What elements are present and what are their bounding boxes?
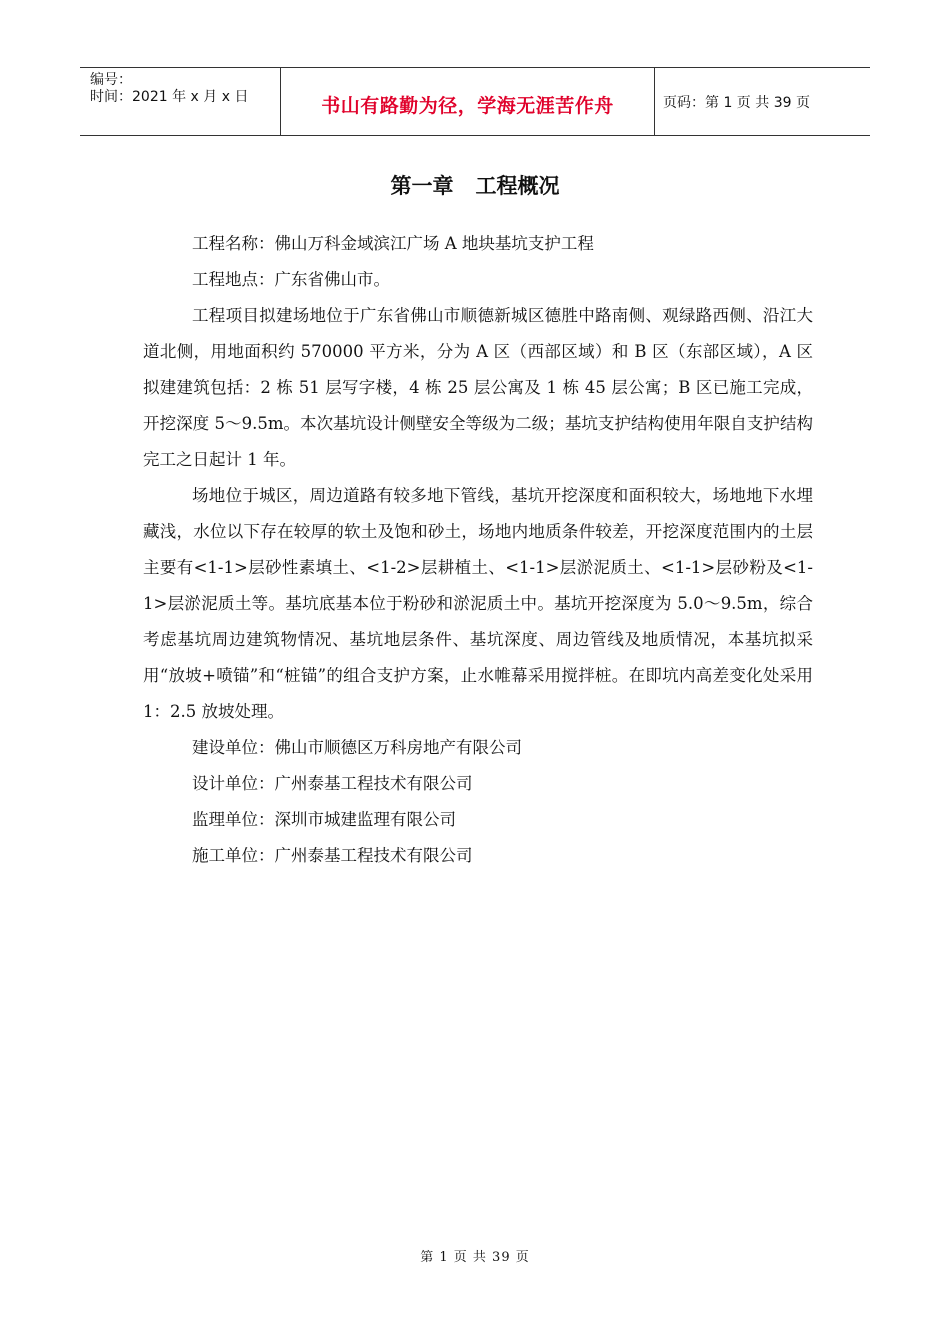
design-unit: 设计单位：广州泰基工程技术有限公司 [192,774,473,793]
page-label: 页码：第 1 页 共 39 页 [663,94,810,111]
document-body [143,226,813,874]
supervision-unit: 监理单位：深圳市城建监理有限公司 [192,810,456,829]
contractor-unit: 施工单位：广州泰基工程技术有限公司 [192,846,473,865]
chapter-title [0,170,950,200]
chapter-number: 第一章 [390,174,454,198]
paragraph-geology: 场地位于城区，周边道路有较多地下管线，基坑开挖深度和面积较大，场地地下水埋藏浅，水位以下存在较厚的软土及饱和砂土，场地内地质条件较差，开挖深度范围内的土层主要有<1-1>层砂性素填土、<1-2>层耕植土、<1-1>层淤泥质土、<1-1>层砂粉及<1-1>层淤泥质土等。基坑底基本位于粉砂和淤泥质土中。基坑开挖深度为 5.0～9.5m，综合考虑基坑周边建筑物情况、基坑地层条件、基坑深度、周边管线及地质情况，本基坑拟采用“放坡+喷锚”和“桩锚”的组合支护方案，止水帷幕采用搅拌桩。在即坑内高差变化处采用 1：2.5 放坡处理。 [143,486,813,721]
project-location: 工程地点：广东省佛山市。 [192,270,390,289]
header-motto-cell [281,68,655,135]
project-name: 工程名称：佛山万科金域滨江广场 A 地块基坑支护工程 [192,234,594,253]
page-footer: 第 1 页 共 39 页 [420,1250,530,1265]
chapter-name: 工程概况 [475,174,560,198]
document-header [80,67,870,136]
motto-text: 书山有路勤为径，学海无涯苦作舟 [321,95,614,117]
number-label: 编号： [90,72,132,88]
header-page-cell [655,68,870,135]
date-label: 时间：2021 年 x 月 x 日 [90,89,249,105]
paragraph-site-overview: 工程项目拟建场地位于广东省佛山市顺德新城区德胜中路南侧、观绿路西侧、沿江大道北侧，用地面积约 570000 平方米，分为 A 区（西部区域）和 B 区（东部区域），A 区拟建建筑包括：2 栋 51 层写字楼，4 栋 25 层公寓及 1 栋 45 层公寓；B 区已施工完成，开挖深度 5～9.5m。本次基坑设计侧壁安全等级为二级；基坑支护结构使用年限自支护结构完工之日起计 1 年。 [143,306,813,469]
construction-unit: 建设单位：佛山市顺德区万科房地产有限公司 [192,738,522,757]
header-meta-cell [80,68,281,135]
